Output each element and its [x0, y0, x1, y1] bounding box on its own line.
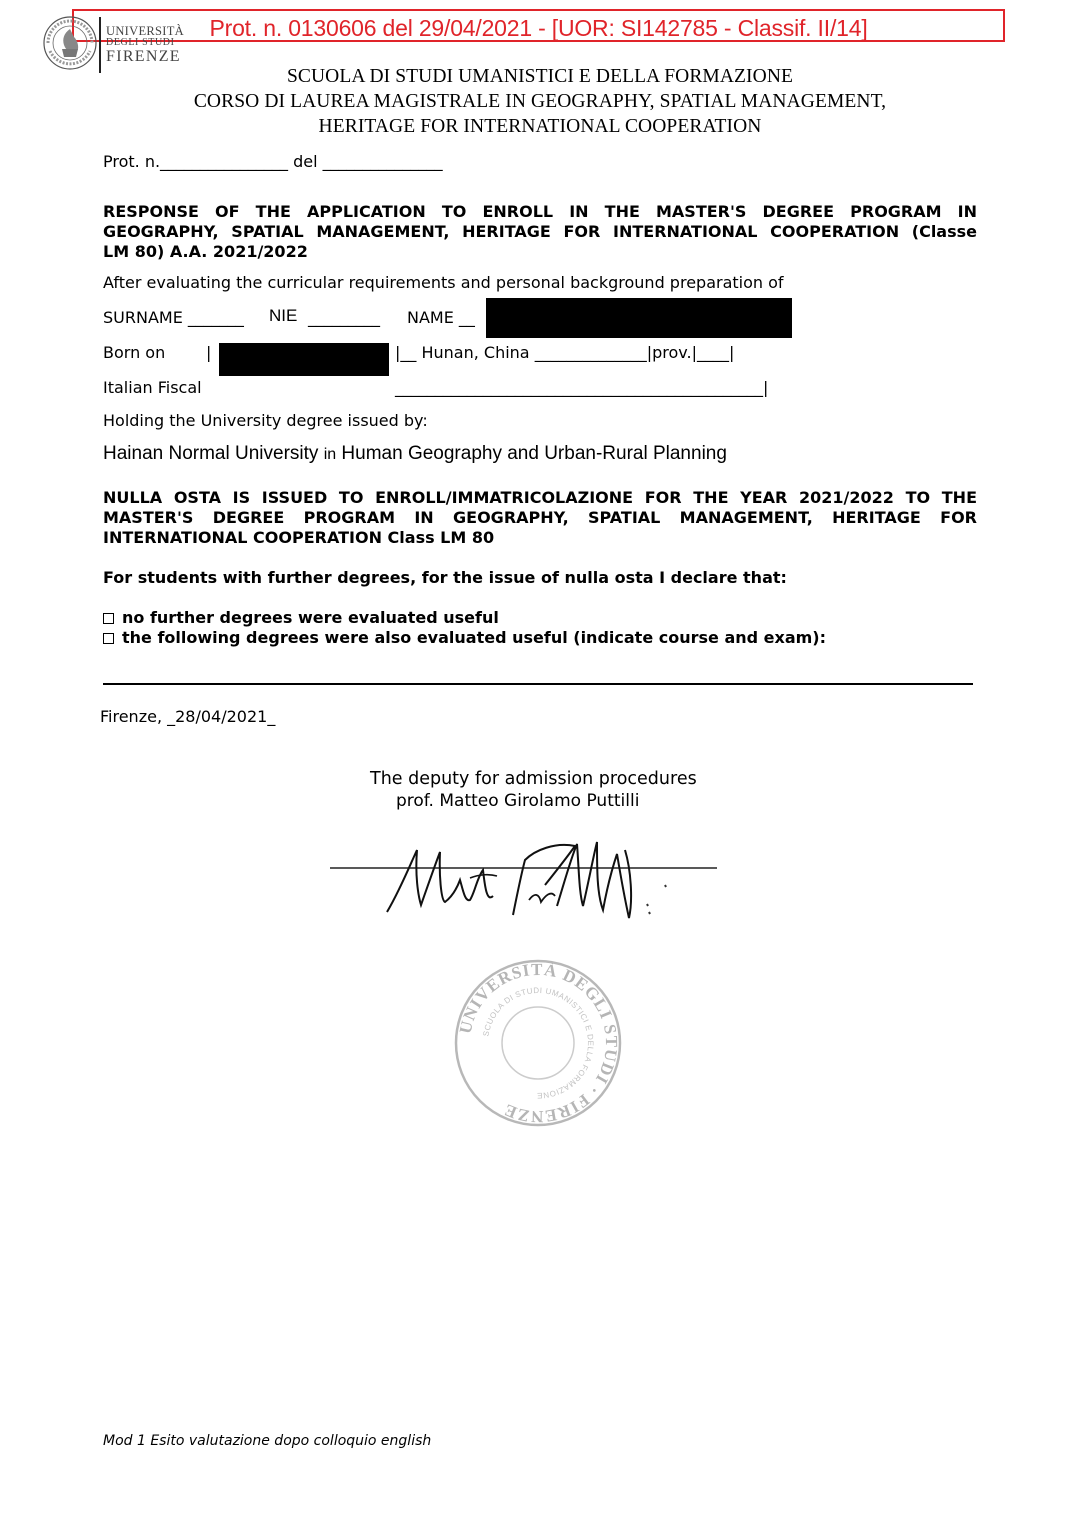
birthplace: |__ Hunan, China ______________|prov.|____| [395, 343, 735, 362]
surname-trail: _________ [308, 308, 380, 327]
university-seal-logo [42, 13, 98, 73]
option2-label: the following degrees were also evaluated useful (indicate course and exam): [122, 628, 826, 647]
further-degrees-heading: For students with further degrees, for the issue of nulla osta I declare that: [103, 568, 787, 587]
degrees-entry-line [103, 683, 973, 685]
surname-label: SURNAME _______ [103, 308, 244, 327]
prot-number-field: Prot. n.________________ del _______________ [103, 152, 443, 171]
signatory-name: prof. Matteo Girolamo Puttilli [396, 791, 640, 811]
surname-value: NIE [269, 306, 298, 325]
school-seal-stamp [452, 958, 624, 1128]
nulla-osta-statement [103, 488, 977, 548]
no-further-degrees-checkbox[interactable] [103, 613, 114, 624]
signatory-role: The deputy for admission procedures [370, 769, 697, 789]
protocol-stamp [72, 9, 1005, 42]
degree-label: Holding the University degree issued by: [103, 411, 428, 430]
response-title [103, 202, 977, 262]
further-degrees-option2 [103, 628, 826, 647]
response-title-line2: GEOGRAPHY, SPATIAL MANAGEMENT, HERITAGE FOR INTERNATIONAL COOPERATION (Classe [103, 222, 977, 241]
degree-field: Human Geography and Urban-Rural Planning [341, 443, 727, 464]
name-label: NAME __ [407, 308, 475, 327]
further-degrees-useful-checkbox[interactable] [103, 633, 114, 644]
evaluation-intro: After evaluating the curricular requirements and personal background preparation of [103, 273, 784, 292]
degree-university: Hainan Normal University [103, 443, 319, 464]
course-name-line2: HERITAGE FOR INTERNATIONAL COOPERATION [318, 116, 762, 137]
italian-fiscal-field: ______________________________________________| [395, 378, 769, 397]
handwritten-signature [325, 830, 725, 930]
seal-outer-text-path: UNIVERSITÀ DEGLI STUDI · FIRENZE [455, 959, 622, 1127]
seal-inner-text [481, 986, 595, 1100]
nulla-osta-line2: MASTER'S DEGREE PROGRAM IN GEOGRAPHY, SPATIAL MANAGEMENT, HERITAGE FOR [103, 508, 977, 527]
logo-text-firenze: FIRENZE [106, 48, 181, 65]
school-name: SCUOLA DI STUDI UMANISTICI E DELLA FORMAZIONE [286, 66, 794, 87]
place-date: Firenze, _28/04/2021_ [100, 707, 276, 726]
logo-text-degli-studi: DEGLI STUDI [106, 37, 175, 48]
logo-divider [99, 17, 101, 73]
protocol-number: Prot. n. 0130606 del 29/04/2021 - [UOR: SI142785 - Classif. II/14] [209, 15, 868, 41]
nulla-osta-line3: INTERNATIONAL COOPERATION Class LM 80 [103, 528, 495, 547]
response-title-line1: RESPONSE OF THE APPLICATION TO ENROLL IN THE MASTER'S DEGREE PROGRAM IN [103, 202, 977, 221]
logo-text-universita: UNIVERSITÀ [106, 24, 184, 38]
born-on-label: Born on [103, 343, 166, 362]
nulla-osta-line1: NULLA OSTA IS ISSUED TO ENROLL/IMMATRICOLAZIONE FOR THE YEAR 2021/2022 TO THE [103, 488, 977, 507]
option1-label: no further degrees were evaluated useful [122, 608, 499, 627]
form-footer: Mod 1 Esito valutazione dopo colloquio english [103, 1433, 432, 1449]
response-title-line3: LM 80) A.A. 2021/2022 [103, 242, 308, 261]
degree-in: in [323, 446, 337, 463]
course-name-line1: CORSO DI LAUREA MAGISTRALE IN GEOGRAPHY, SPATIAL MANAGEMENT, [193, 91, 887, 112]
name-redaction [486, 298, 792, 338]
further-degrees-option1 [103, 608, 499, 627]
birthdate-redaction [219, 343, 389, 376]
italian-fiscal-label: Italian Fiscal [103, 378, 202, 397]
seal-inner-text-path: SCUOLA DI STUDI UMANISTICI E DELLA FORMAZIONE [481, 985, 596, 1101]
degree-details [103, 443, 727, 465]
born-on-separator: | [206, 343, 212, 362]
